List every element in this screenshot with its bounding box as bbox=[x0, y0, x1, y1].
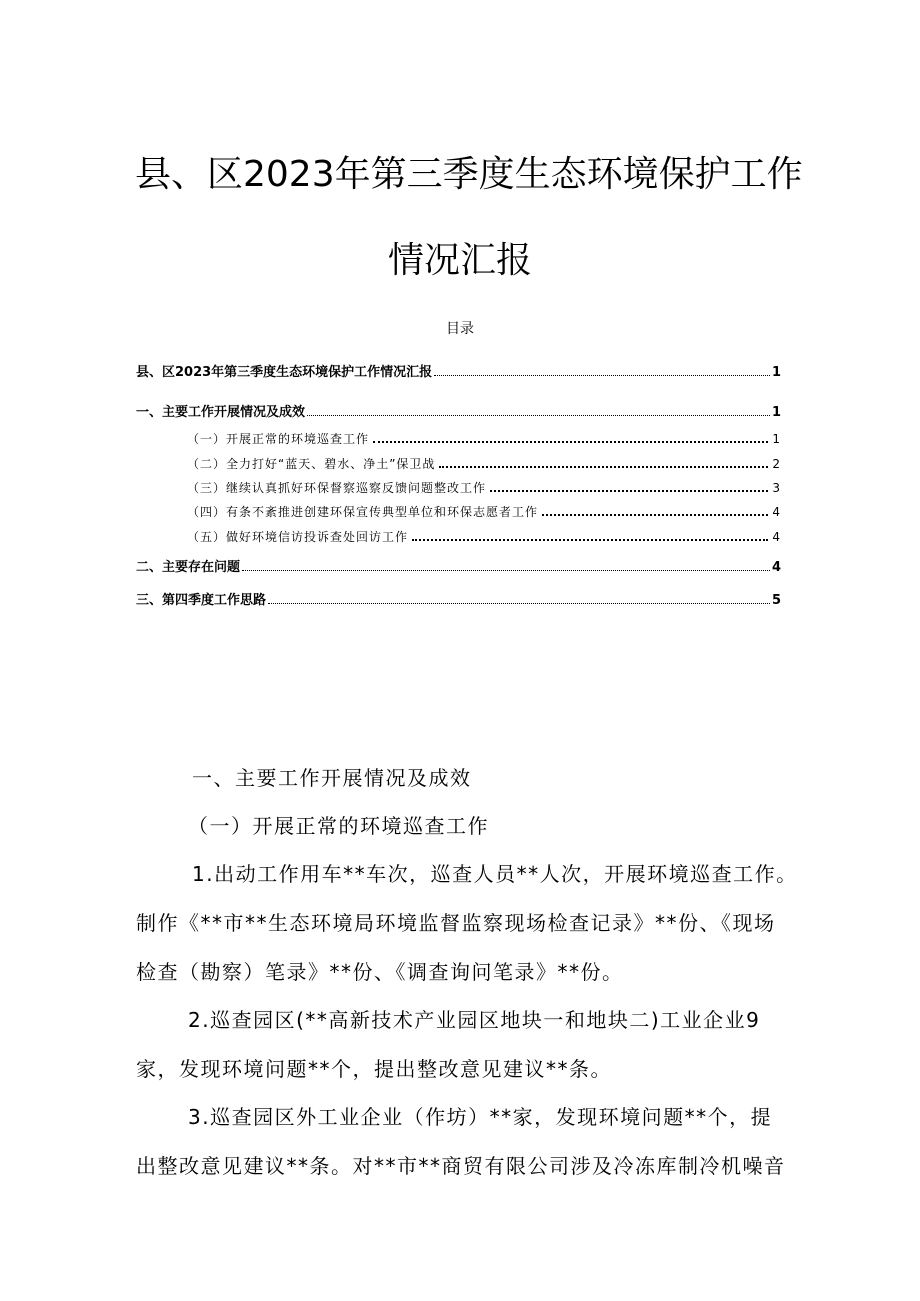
toc-entry[interactable] bbox=[136, 361, 781, 380]
paragraph-line: 出整改意见建议**条。对**市**商贸有限公司涉及冷冻库制冷机噪音 bbox=[136, 1154, 786, 1178]
section-heading: 一、主要工作开展情况及成效 bbox=[192, 766, 472, 790]
toc-entry-label: （一）开展正常的环境巡查工作 bbox=[187, 432, 370, 446]
toc-entry-label: 一、主要工作开展情况及成效 bbox=[136, 405, 306, 420]
toc-leader bbox=[412, 539, 768, 541]
paragraph-line: 制作《**市**生态环境局环境监督监察现场检查记录》**份、《现场 bbox=[136, 911, 776, 935]
toc-leader bbox=[434, 375, 770, 376]
toc-page-number: 1 bbox=[771, 405, 781, 420]
toc-entry[interactable] bbox=[136, 528, 781, 545]
toc-page-number: 4 bbox=[772, 505, 781, 519]
toc-entry-label: （五）做好环境信访投诉查处回访工作 bbox=[187, 530, 409, 544]
toc-entry[interactable] bbox=[136, 589, 781, 608]
toc-entry[interactable] bbox=[136, 479, 781, 496]
toc-page-number: 1 bbox=[771, 365, 781, 380]
paragraph-line: 2.巡查园区(**高新技术产业园区地块一和地块二)工业企业9 bbox=[188, 1008, 761, 1032]
toc-page-number: 5 bbox=[771, 593, 781, 608]
toc-entry[interactable] bbox=[136, 430, 781, 447]
toc-leader bbox=[307, 415, 770, 416]
toc-leader bbox=[490, 490, 768, 492]
toc-leader bbox=[439, 466, 768, 468]
toc-leader bbox=[542, 514, 768, 516]
document-title-line2: 情况汇报 bbox=[387, 240, 532, 281]
toc-entry-label: （四）有条不紊推进创建环保宣传典型单位和环保志愿者工作 bbox=[187, 505, 539, 519]
toc-entry-label: 三、第四季度工作思路 bbox=[136, 593, 267, 608]
paragraph-line: 检查（勘察）笔录》**份、《调查询问笔录》**份。 bbox=[136, 960, 624, 984]
toc-leader bbox=[373, 441, 768, 443]
toc-entry-label: 县、区2023年第三季度生态环境保护工作情况汇报 bbox=[136, 365, 433, 380]
toc-leader bbox=[268, 603, 770, 604]
toc-entry[interactable] bbox=[136, 455, 781, 472]
toc-page-number: 3 bbox=[772, 481, 781, 495]
toc-page-number: 2 bbox=[772, 457, 781, 471]
document-title-line1: 县、区2023年第三季度生态环境保护工作 bbox=[135, 154, 803, 195]
toc-entry-label: （三）继续认真抓好环保督察巡察反馈问题整改工作 bbox=[187, 481, 487, 495]
toc-entry-label: 二、主要存在问题 bbox=[136, 560, 241, 575]
paragraph-line: 家，发现环境问题**个，提出整改意见建议**条。 bbox=[136, 1057, 612, 1081]
toc-entry[interactable] bbox=[136, 401, 781, 420]
toc-page-number: 4 bbox=[771, 560, 781, 575]
toc-page-number: 1 bbox=[772, 432, 781, 446]
paragraph-line: 1.出动工作用车**车次，巡查人员**人次，开展环境巡查工作。 bbox=[192, 862, 798, 886]
toc-leader bbox=[242, 570, 770, 571]
toc-entry[interactable] bbox=[136, 556, 781, 575]
subsection-heading: （一）开展正常的环境巡查工作 bbox=[188, 814, 489, 838]
toc-entry-label: （二）全力打好“蓝天、碧水、净土”保卫战 bbox=[187, 457, 436, 471]
toc-entry[interactable] bbox=[136, 503, 781, 520]
toc-page-number: 4 bbox=[772, 530, 781, 544]
toc-heading: 目录 bbox=[446, 321, 474, 337]
paragraph-line: 3.巡查园区外工业企业（作坊）**家，发现环境问题**个，提 bbox=[188, 1105, 773, 1129]
